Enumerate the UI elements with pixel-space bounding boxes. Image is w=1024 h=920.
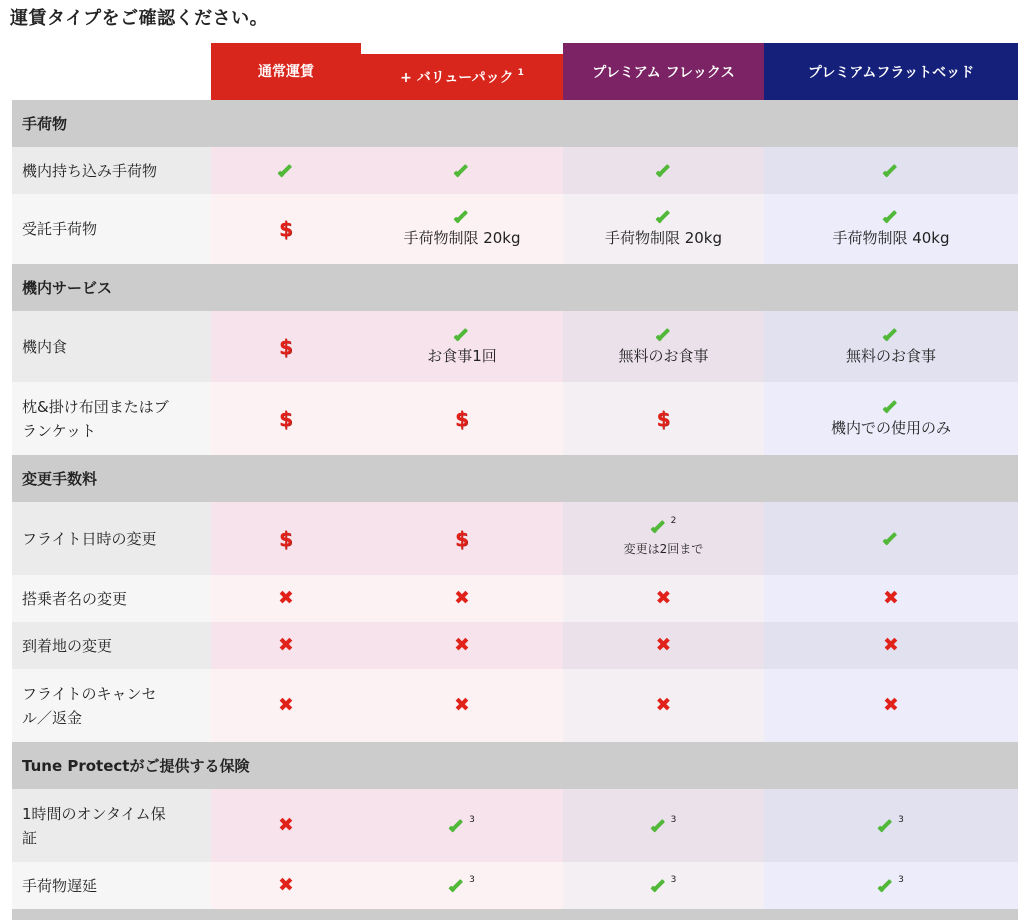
cell-note: 手荷物制限 20kg bbox=[403, 229, 521, 247]
cell-standard bbox=[211, 789, 361, 862]
row-label bbox=[12, 382, 211, 455]
header-premium-flatbed-label: プレミアムフラットベッド bbox=[807, 64, 975, 81]
check-icon bbox=[656, 210, 672, 224]
footnote-marker: 2 bbox=[670, 516, 677, 526]
cell-value-pack bbox=[361, 311, 563, 382]
check-icon bbox=[449, 879, 465, 893]
dollar-icon: $ bbox=[279, 217, 293, 241]
section-title: 手荷物 bbox=[22, 115, 68, 133]
cell-premium-flatbed bbox=[764, 862, 1018, 909]
cell-value-pack bbox=[361, 382, 563, 455]
cross-icon: ✖ bbox=[278, 874, 294, 896]
cell-premium-flatbed bbox=[764, 194, 1018, 264]
cell-premium-flatbed bbox=[764, 311, 1018, 382]
cell-premium-flex bbox=[563, 382, 764, 455]
cell-premium-flatbed bbox=[764, 622, 1018, 669]
dollar-icon: $ bbox=[279, 526, 293, 551]
check-icon bbox=[454, 210, 470, 224]
row-label-line: ル／返金 bbox=[22, 708, 83, 727]
table-row-baggage-delay bbox=[12, 862, 1018, 909]
cell-value-pack bbox=[361, 789, 563, 862]
row-label: フライト日時の変更 bbox=[12, 502, 211, 575]
cell-note: 手荷物制限 20kg bbox=[604, 229, 723, 247]
section-next-partial bbox=[12, 909, 1018, 920]
table-row-ontime-guarantee bbox=[12, 789, 1018, 862]
table-row-carry-on bbox=[12, 147, 1018, 194]
cell-value-pack bbox=[361, 194, 563, 264]
cell-value-pack bbox=[361, 575, 563, 622]
row-label-line: 枕&掛け布団またはブ bbox=[22, 397, 169, 416]
dollar-icon: $ bbox=[455, 526, 469, 551]
row-label-line: フライトのキャンセ bbox=[22, 684, 157, 703]
footnote-marker: 3 bbox=[469, 814, 475, 825]
cell-premium-flex bbox=[563, 147, 764, 194]
cell-premium-flex bbox=[563, 502, 764, 575]
footnote-marker: 1 bbox=[517, 68, 524, 78]
cell-standard bbox=[211, 147, 361, 194]
cross-icon: ✖ bbox=[278, 634, 294, 656]
cell-premium-flex bbox=[563, 669, 764, 742]
row-label: 到着地の変更 bbox=[12, 622, 211, 669]
header-standard-label: 通常運賃 bbox=[258, 64, 314, 80]
dollar-icon: $ bbox=[455, 406, 469, 431]
cross-icon: ✖ bbox=[655, 587, 672, 609]
cross-icon: ✖ bbox=[883, 587, 899, 609]
section-title: 変更手数料 bbox=[22, 470, 98, 488]
fare-comparison-table bbox=[12, 100, 1018, 920]
row-label: 搭乗者名の変更 bbox=[12, 575, 211, 622]
check-icon bbox=[656, 164, 672, 178]
table-row-meal bbox=[12, 311, 1018, 382]
cell-premium-flex bbox=[563, 575, 764, 622]
check-icon bbox=[651, 520, 667, 534]
cell-value-pack bbox=[361, 622, 563, 669]
check-icon bbox=[278, 164, 294, 178]
header-value-pack-label: + バリューパック bbox=[400, 70, 514, 86]
check-icon bbox=[883, 532, 899, 546]
cell-note: 無料のお食事 bbox=[618, 346, 709, 365]
cell-standard bbox=[211, 194, 361, 264]
cell-premium-flatbed bbox=[764, 502, 1018, 575]
cross-icon: ✖ bbox=[278, 694, 294, 716]
row-label: 機内持ち込み手荷物 bbox=[12, 147, 211, 194]
cell-premium-flatbed bbox=[764, 789, 1018, 862]
check-icon bbox=[651, 819, 667, 833]
check-icon bbox=[651, 879, 667, 893]
row-label: 受託手荷物 bbox=[12, 194, 211, 264]
table-row-cancel-refund bbox=[12, 669, 1018, 742]
header-standard-fare bbox=[211, 43, 361, 100]
check-icon bbox=[454, 164, 470, 178]
cross-icon: ✖ bbox=[278, 814, 294, 836]
dollar-icon: $ bbox=[279, 406, 293, 431]
cell-premium-flex bbox=[563, 789, 764, 862]
check-icon bbox=[656, 328, 672, 342]
cross-icon: ✖ bbox=[883, 634, 899, 656]
row-label bbox=[12, 789, 211, 862]
check-icon bbox=[878, 879, 894, 893]
header-premium-flex-label: プレミアム フレックス bbox=[592, 64, 735, 81]
cell-premium-flex bbox=[563, 311, 764, 382]
row-label bbox=[12, 669, 211, 742]
section-title: Tune Protectがご提供する保険 bbox=[22, 757, 250, 775]
footnote-marker: 3 bbox=[898, 874, 904, 885]
check-icon bbox=[883, 164, 899, 178]
cell-standard bbox=[211, 502, 361, 575]
cell-premium-flatbed bbox=[764, 575, 1018, 622]
check-icon bbox=[454, 328, 470, 342]
table-row-pillow-blanket bbox=[12, 382, 1018, 455]
cell-standard bbox=[211, 669, 361, 742]
section-title: 機内サービス bbox=[22, 279, 113, 297]
header-premium-flex bbox=[563, 43, 764, 100]
dollar-icon: $ bbox=[279, 334, 293, 359]
cell-premium-flatbed bbox=[764, 669, 1018, 742]
cell-premium-flatbed bbox=[764, 147, 1018, 194]
row-label-line: 証 bbox=[22, 828, 38, 847]
check-icon bbox=[883, 210, 899, 224]
footnote-marker: 3 bbox=[670, 874, 677, 885]
check-icon bbox=[449, 819, 465, 833]
cell-value-pack bbox=[361, 669, 563, 742]
cell-note: 手荷物制限 40kg bbox=[832, 229, 950, 247]
cell-standard bbox=[211, 311, 361, 382]
check-icon bbox=[878, 819, 894, 833]
cell-premium-flex bbox=[563, 622, 764, 669]
row-label: 機内食 bbox=[12, 311, 211, 382]
cell-value-pack bbox=[361, 862, 563, 909]
cell-standard bbox=[211, 622, 361, 669]
cell-premium-flex bbox=[563, 194, 764, 264]
footnote-marker: 3 bbox=[469, 874, 475, 885]
cross-icon: ✖ bbox=[655, 694, 672, 716]
cross-icon: ✖ bbox=[278, 587, 294, 609]
dollar-icon: $ bbox=[656, 406, 671, 431]
cell-value-pack bbox=[361, 147, 563, 194]
check-icon bbox=[883, 400, 899, 414]
section-tune-protect bbox=[12, 742, 1018, 789]
cell-premium-flatbed bbox=[764, 382, 1018, 455]
cross-icon: ✖ bbox=[454, 634, 470, 656]
cell-note: 変更は2回まで bbox=[623, 542, 704, 556]
section-baggage bbox=[12, 100, 1018, 147]
header-value-pack bbox=[361, 54, 563, 100]
page-title: 運賃タイプをご確認ください。 bbox=[10, 8, 269, 29]
cross-icon: ✖ bbox=[454, 694, 470, 716]
cell-value-pack bbox=[361, 502, 563, 575]
check-icon bbox=[883, 328, 899, 342]
cross-icon: ✖ bbox=[883, 694, 899, 716]
section-inflight-service bbox=[12, 264, 1018, 311]
table-row-name-change bbox=[12, 575, 1018, 622]
cell-standard bbox=[211, 862, 361, 909]
footnote-marker: 3 bbox=[670, 814, 677, 825]
table-row-flight-change bbox=[12, 502, 1018, 575]
table-row-destination-change bbox=[12, 622, 1018, 669]
cell-premium-flex bbox=[563, 862, 764, 909]
header-premium-flatbed bbox=[764, 43, 1018, 100]
cell-standard bbox=[211, 382, 361, 455]
cross-icon: ✖ bbox=[655, 634, 672, 656]
fare-header-row bbox=[0, 43, 1024, 100]
section-change-fees bbox=[12, 455, 1018, 502]
footnote-marker: 3 bbox=[898, 814, 904, 825]
table-row-checked-baggage bbox=[12, 194, 1018, 264]
row-label: 手荷物遅延 bbox=[12, 862, 211, 909]
cell-note: 機内での使用のみ bbox=[830, 418, 951, 437]
cell-note: お食事1回 bbox=[427, 346, 497, 365]
row-label-line: ランケット bbox=[22, 421, 96, 440]
cell-standard bbox=[211, 575, 361, 622]
cell-note: 無料のお食事 bbox=[845, 346, 936, 365]
row-label-line: 1時間のオンタイム保 bbox=[22, 804, 166, 823]
cross-icon: ✖ bbox=[454, 587, 470, 609]
